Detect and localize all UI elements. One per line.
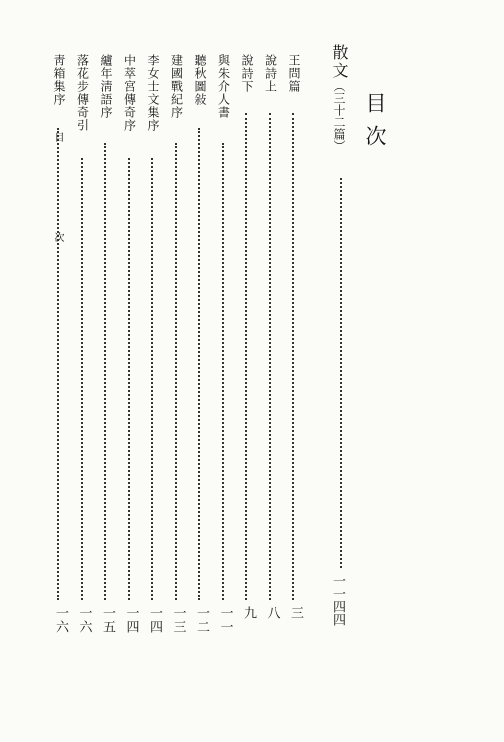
toc-leader-dots [269, 113, 275, 600]
toc-entry-page: 一二 [194, 606, 209, 634]
toc-entry-title: 說詩下 [240, 54, 254, 93]
toc-leader-dots [292, 113, 298, 600]
toc-entry-title: 與朱介人書 [216, 54, 231, 119]
toc-entry-page: 一四 [147, 606, 162, 634]
running-head-bottom: 次 [52, 232, 63, 242]
toc-entry-title: 李女士文集序 [146, 54, 160, 132]
toc-entry-title: 落花步傳奇引 [75, 54, 90, 132]
toc-leader-dots [81, 158, 87, 600]
toc-leader-dots [57, 128, 63, 600]
toc-entry-title: 說詩上 [263, 54, 278, 93]
toc-entry-page: 一五 [100, 606, 115, 634]
section-leader-dots [340, 178, 346, 568]
toc-entry-title: 聽秋圖敍 [193, 54, 207, 106]
toc-leader-dots [151, 158, 157, 600]
toc-leader-dots [128, 158, 134, 600]
toc-entry-title: 靑箱集序 [52, 54, 66, 106]
toc-entry-page: 八 [264, 606, 280, 620]
section-label: 散文 [330, 44, 349, 80]
toc-entry-page: 九 [241, 606, 256, 620]
toc-entry-page: 一三 [170, 606, 186, 634]
toc-entry-title: 中萃宮傳奇序 [122, 54, 137, 132]
toc-leader-dots [222, 143, 228, 600]
section-count: （三十二篇） [332, 80, 346, 152]
running-head-top: 目 [52, 132, 63, 142]
section-page-number: 一一四四 [330, 574, 345, 626]
section-heading [328, 44, 351, 152]
toc-entry-title: 纑年淸語序 [99, 54, 113, 119]
page-title: 目次 [363, 92, 387, 158]
toc-leader-dots [245, 113, 251, 600]
toc-entry-page: 一一 [217, 606, 233, 634]
toc-leader-dots [104, 143, 110, 600]
toc-leader-dots [175, 143, 181, 600]
toc-entry-page: 一六 [76, 606, 92, 634]
toc-entry-title: 王問篇 [287, 54, 301, 93]
toc-leader-dots [198, 128, 204, 600]
toc-entry-title: 建國戰紀序 [169, 54, 184, 119]
toc-entry-page: 一六 [53, 606, 68, 634]
toc-entry-page: 三 [288, 606, 303, 620]
toc-entry-page: 一四 [123, 606, 139, 634]
